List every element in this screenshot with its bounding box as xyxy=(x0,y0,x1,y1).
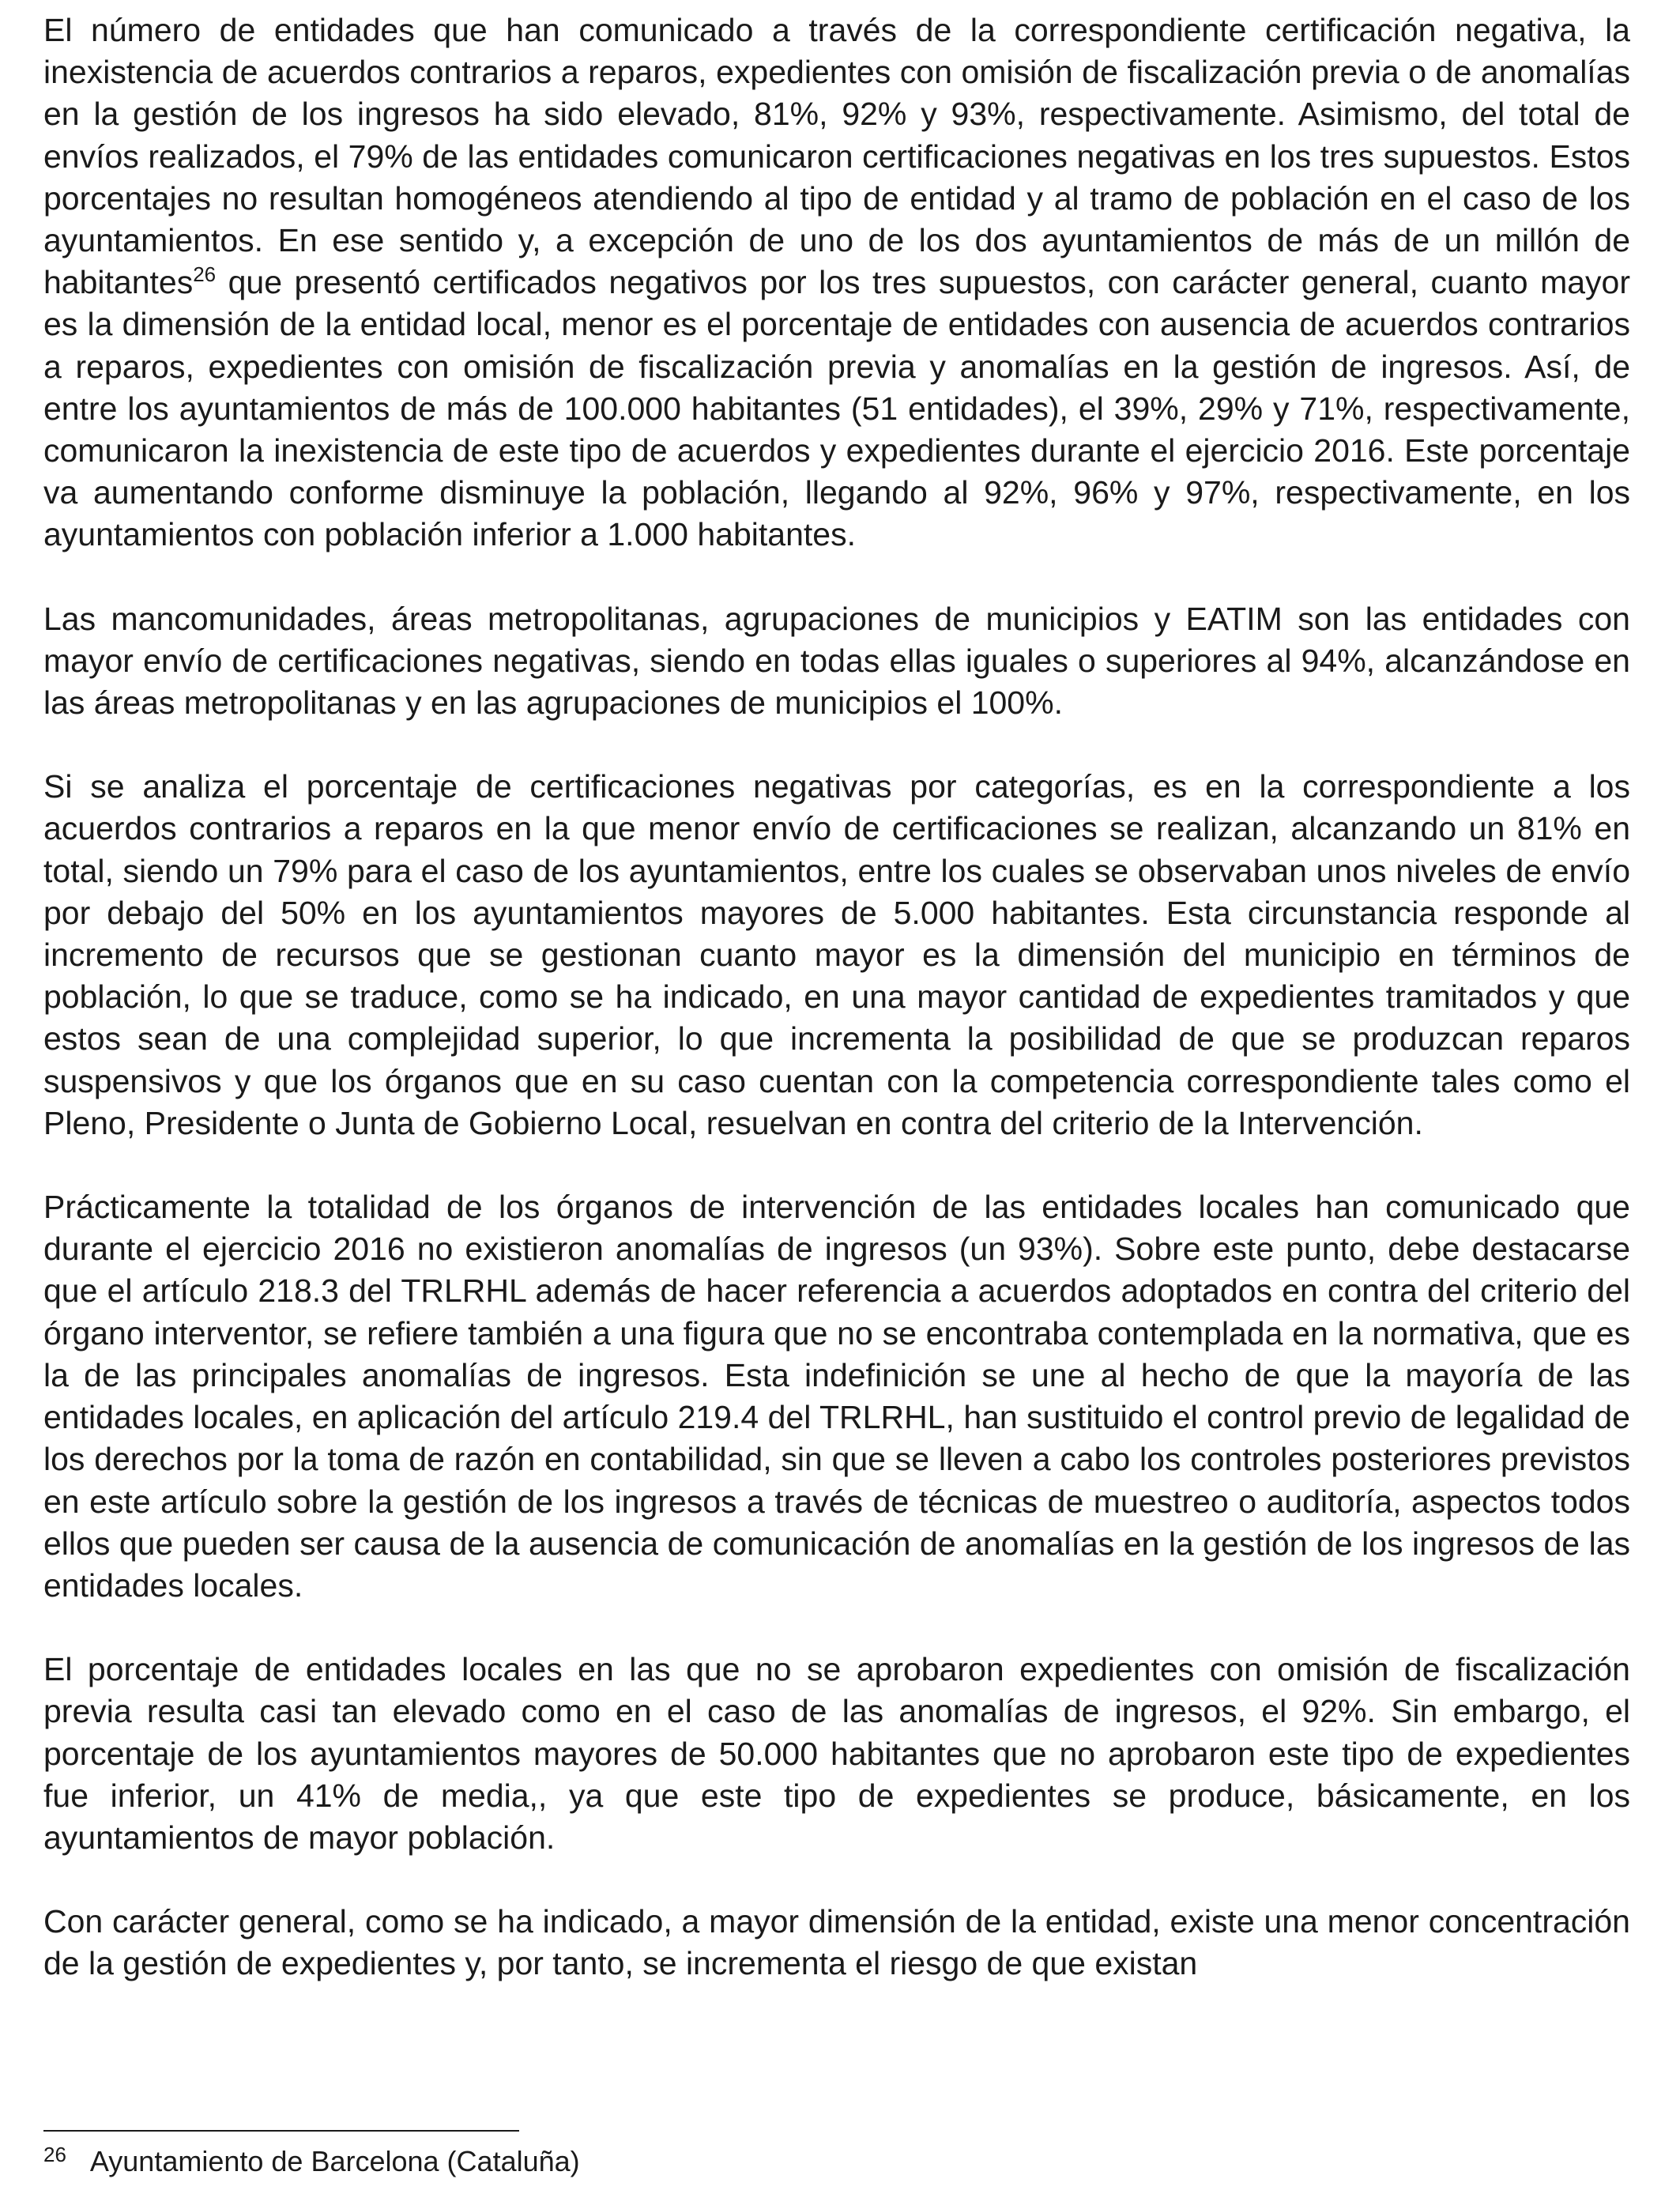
paragraph-4: Prácticamente la totalidad de los órganos de intervención de las entidades locales han comunicado que durante el ejercicio 2016 no existieron anomalías de ingresos (un 93%). Sobre este punto, debe destacarse que el artículo 218.3 del TRLRHL además de hacer referencia a acuerdos adoptados en contra del criterio del órgano interventor, se refiere también a una figura que no se encontraba contemplada en la normativa, que es la de las principales anomalías de ingresos. Esta indefinición se une al hecho de que la mayoría de las entidades locales, en aplicación del artículo 219.4 del TRLRHL, han sustituido el control previo de legalidad de los derechos por la toma de razón en contabilidad, sin que se lleven a cabo los controles posteriores previstos en este artículo sobre la gestión de los ingresos a través de técnicas de muestreo o auditoría, aspectos todos ellos que pueden ser causa de la ausencia de comunicación de anomalías en la gestión de los ingresos de las entidades locales. xyxy=(43,1189,1630,1604)
paragraph-1 xyxy=(43,9,1630,556)
footnote-separator xyxy=(43,2130,519,2132)
footnote xyxy=(43,2143,580,2180)
footnote-reference[interactable]: 26 xyxy=(193,262,217,287)
document-body xyxy=(43,9,1630,1985)
paragraph-6: Con carácter general, como se ha indicado, a mayor dimensión de la entidad, existe una menor concentración de la gestión de expedientes y, por tanto, se incrementa el riesgo de que existan xyxy=(43,1903,1630,1982)
footnote-text: Ayuntamiento de Barcelona (Cataluña) xyxy=(89,2145,580,2177)
paragraph-3: Si se analiza el porcentaje de certificaciones negativas por categorías, es en la correspondiente a los acuerdos contrarios a reparos en la que menor envío de certificaciones se realizan, alcanzando un 81% en total, siendo un 79% para el caso de los ayuntamientos, entre los cuales se observaban unos niveles de envío por debajo del 50% en los ayuntamientos mayores de 5.000 habitantes. Esta circunstancia responde al incremento de recursos que se gestionan cuanto mayor es la dimensión del municipio en términos de población, lo que se traduce, como se ha indicado, en una mayor cantidad de expedientes tramitados y que estos sean de una complejidad superior, lo que incrementa la posibilidad de que se produzcan reparos suspensivos y que los órganos que en su caso cuentan con la competencia correspondiente tales como el Pleno, Presidente o Junta de Gobierno Local, resuelvan en contra del criterio de la Intervención. xyxy=(43,768,1630,1141)
paragraph-2: Las mancomunidades, áreas metropolitanas, agrupaciones de municipios y EATIM son las entidades con mayor envío de certificaciones negativas, siendo en todas ellas iguales o superiores al 94%, alcanzándose en las áreas metropolitanas y en las agrupaciones de municipios el 100%. xyxy=(43,600,1630,722)
paragraph-5: El porcentaje de entidades locales en las que no se aprobaron expedientes con omisión de fiscalización previa resulta casi tan elevado como en el caso de las anomalías de ingresos, el 92%. Sin embargo, el porcentaje de los ayuntamientos mayores de 50.000 habitantes que no aprobaron este tipo de expedientes fue inferior, un 41% de media,, ya que este tipo de expedientes se produce, básicamente, en los ayuntamientos de mayor población. xyxy=(43,1651,1630,1856)
paragraph-1-text-after-ref: que presentó certificados negativos por los tres supuestos, con carácter general, cuanto mayor es la dimensión de la entidad local, menor es el porcentaje de entidades con ausencia de acuerdos contrarios a reparos, expedientes con omisión de fiscalización previa y anomalías en la gestión de ingresos. Así, de entre los ayuntamientos de más de 100.000 habitantes (51 entidades), el 39%, 29% y 71%, respectivamente, comunicaron la inexistencia de este tipo de acuerdos y expedientes durante el ejercicio 2016. Este porcentaje va aumentando conforme disminuye la población, llegando al 92%, 96% y 97%, respectivamente, en los ayuntamientos con población inferior a 1.000 habitantes. xyxy=(43,264,1630,553)
footnote-number: 26 xyxy=(43,2143,66,2166)
paragraph-1-text-before-ref: El número de entidades que han comunicado a través de la correspondiente certificación negativa, la inexistencia de acuerdos contrarios a reparos, expedientes con omisión de fiscalización previa o de anomalías en la gestión de los ingresos ha sido elevado, 81%, 92% y 93%, respectivamente. Asimismo, del total de envíos realizados, el 79% de las entidades comunicaron certificaciones negativas en los tres supuestos. Estos porcentajes no resultan homogéneos atendiendo al tipo de entidad y al tramo de población en el caso de los ayuntamientos. En ese sentido y, a excepción de uno de los dos ayuntamientos de más de un millón de habitantes xyxy=(43,12,1630,301)
